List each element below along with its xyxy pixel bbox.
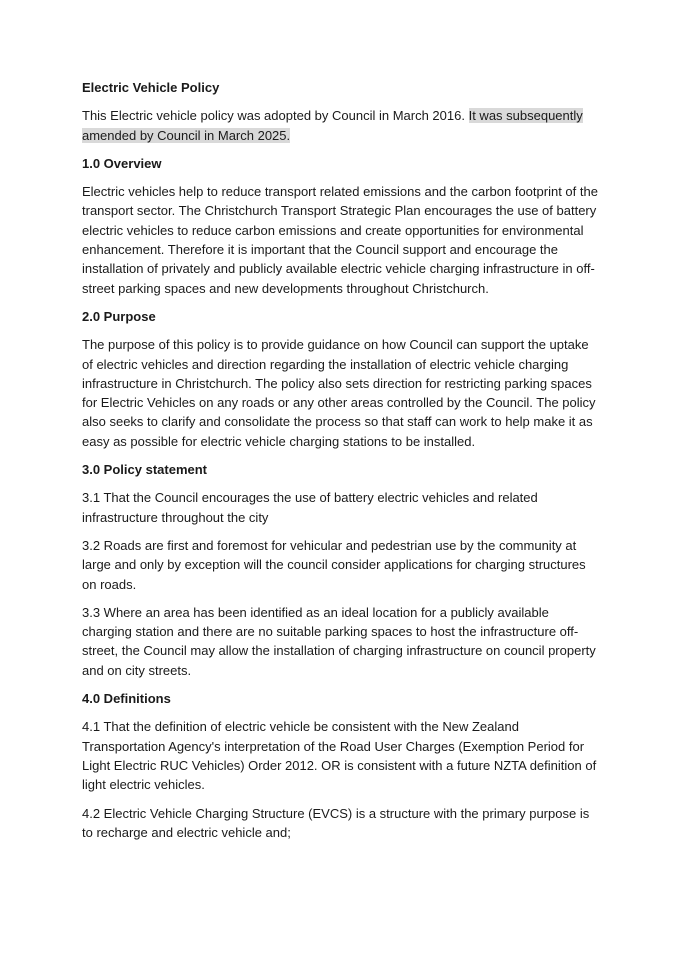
overview-heading: 1.0 Overview	[82, 155, 162, 171]
intro-text: This Electric vehicle policy was adopted by Council in March 2016.	[82, 108, 465, 124]
definition-4-2: 4.2 Electric Vehicle Charging Structure (EVCS) is a structure with the primary purpose is to recharge and electric vehicle and;	[82, 805, 590, 840]
purpose-body: The purpose of this policy is to provide guidance on how Council can support the uptake of electric vehicles and direction regarding the installation of electric vehicle charging infrastructure in Christchurch. The policy also sets direction for restricting parking spaces for Electric Vehicles on any roads or any other areas controlled by the Council. The policy also seeks to clarify and consolidate the process so that staff can work to help make it as easy as possible for electric vehicle charging stations to be installed.	[82, 337, 596, 449]
definitions-heading: 4.0 Definitions	[82, 691, 171, 707]
definition-4-1: 4.1 That the definition of electric vehicle be consistent with the New Zealand Transportation Agency's interpretation of the Road User Charges (Exemption Period for Light Electric RUC Vehicles) Order 2012. OR is consistent with a future NZTA definition of light electric vehicles.	[82, 719, 597, 793]
policy-statement-3-3: 3.3 Where an area has been identified as an ideal location for a publicly available charging station and there are no suitable parking spaces to host the infrastructure off-street, the Council may allow the installation of charging infrastructure on council property and on city streets.	[82, 604, 596, 678]
policy-statement-3-1: 3.1 That the Council encourages the use of battery electric vehicles and related infrastructure throughout the city	[82, 490, 538, 525]
intro-paragraph	[82, 106, 602, 145]
purpose-heading: 2.0 Purpose	[82, 308, 156, 324]
overview-body: Electric vehicles help to reduce transport related emissions and the carbon footprint of the transport sector. The Christchurch Transport Strategic Plan encourages the use of battery electric vehicles to reduce carbon emissions and create opportunities for environmental enhancement. Therefore it is important that the Council support and encourage the installation of privately and publicly available electric vehicle charging infrastructure in off-street parking spaces and new developments throughout Christchurch.	[82, 184, 598, 296]
document-title: Electric Vehicle Policy	[82, 80, 220, 95]
document-page	[82, 78, 602, 851]
amendment-highlight: It was subsequently amended by Council in March 2025.	[82, 108, 583, 143]
policy-statement-heading: 3.0 Policy statement	[82, 462, 207, 478]
policy-statement-3-2: 3.2 Roads are first and foremost for vehicular and pedestrian use by the community at large and only by exception will the council consider applications for charging structures on roads.	[82, 537, 586, 592]
